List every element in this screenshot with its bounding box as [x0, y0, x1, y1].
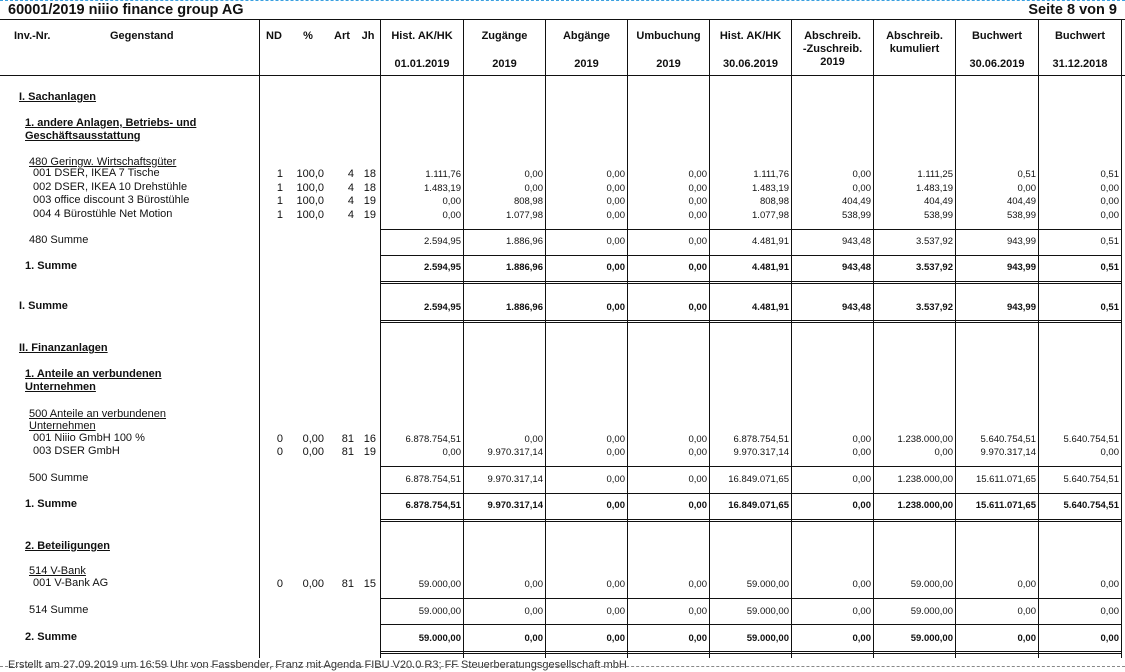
row-value: 6.878.754,51	[405, 474, 461, 485]
row-art: 4	[347, 209, 354, 221]
col-header-zugaenge-line2: 2019	[492, 58, 517, 70]
col-header-abschreib	[792, 30, 873, 69]
col-divider	[955, 19, 956, 658]
row-value: 4.481,91	[752, 236, 789, 247]
row-value: 0,00	[606, 183, 625, 194]
col-divider	[1038, 19, 1039, 658]
row-value: 0,00	[1100, 196, 1119, 207]
row-value: 1.077,98	[752, 210, 789, 221]
row-value: 2.594,95	[424, 302, 461, 313]
col-header-buchwert1-line2: 30.06.2019	[969, 58, 1025, 70]
row-label: 001 DSER, IKEA 7 Tische	[33, 167, 160, 179]
group-480: 480 Geringw. Wirtschaftsgüter	[29, 156, 177, 168]
row-value: 0,00	[688, 447, 707, 458]
row-value: 15.611.071,65	[975, 500, 1036, 511]
subsection-anteile: 1. Anteile an verbundenen	[25, 368, 162, 380]
col-divider	[873, 19, 874, 658]
row-value: 404,49	[1006, 196, 1036, 207]
sum-rule	[380, 229, 1121, 230]
col-header-umbuchung-line2: 2019	[656, 58, 681, 70]
row-value: 943,48	[841, 302, 871, 313]
row-art: 81	[341, 578, 354, 590]
row-value: 943,99	[1006, 236, 1036, 247]
row-value: 0,00	[852, 169, 871, 180]
col-header-kumuliert-line1: Abschreib.	[886, 30, 943, 42]
row-value: 59.000,00	[418, 579, 461, 590]
row-value: 538,99	[923, 210, 953, 221]
row-value: 6.878.754,51	[405, 434, 461, 445]
sum-rule	[380, 624, 1121, 625]
row-nd: 0	[276, 446, 283, 458]
row-value: 59.000,00	[746, 606, 789, 617]
row-value: 0,51	[1100, 169, 1119, 180]
row-value: 0,00	[606, 447, 625, 458]
row-value: 0,00	[688, 606, 707, 617]
row-value: 9.970.317,14	[487, 474, 543, 485]
row-value: 0,00	[1100, 579, 1119, 590]
row-value: 1.238.000,00	[897, 500, 953, 511]
row-value: 4.481,91	[752, 302, 789, 313]
row-pct: 100,0	[296, 182, 324, 194]
row-value: 0,00	[524, 434, 543, 445]
row-value: 0,00	[688, 474, 707, 485]
col-header-buchwert2	[1039, 30, 1121, 71]
row-value: 0,00	[1100, 633, 1119, 644]
row-value: 59.000,00	[418, 633, 461, 644]
row-value: 1.886,96	[506, 262, 543, 273]
sum-rule	[380, 653, 1121, 654]
row-label: 514 Summe	[29, 604, 89, 616]
row-art: 4	[347, 182, 354, 194]
row-value: 0,00	[1017, 606, 1036, 617]
row-value: 1.483,19	[424, 183, 461, 194]
row-value: 3.537,92	[916, 302, 953, 313]
col-divider	[791, 19, 792, 658]
sum-rule	[380, 466, 1121, 467]
row-jh: 18	[363, 182, 376, 194]
row-value: 943,99	[1006, 262, 1036, 273]
row-value: 538,99	[1006, 210, 1036, 221]
row-value: 1.886,96	[506, 302, 543, 313]
row-value: 943,48	[841, 262, 871, 273]
col-divider	[259, 19, 260, 658]
col-header-jh: Jh	[361, 30, 375, 42]
row-value: 9.970.317,14	[487, 500, 543, 511]
section-finanzanlagen: II. Finanzanlagen	[19, 342, 108, 354]
row-jh: 19	[363, 195, 376, 207]
row-value: 5.640.754,51	[1063, 474, 1119, 485]
row-art: 4	[347, 168, 354, 180]
row-jh: 15	[363, 578, 376, 590]
col-header-hist1-line1: Hist. AK/HK	[391, 30, 453, 42]
sum-rule	[380, 598, 1121, 599]
row-value: 5.640.754,51	[1063, 434, 1119, 445]
row-value: 5.640.754,51	[1063, 500, 1119, 511]
row-value: 15.611.071,65	[975, 474, 1036, 485]
col-header-abgaenge-line1: Abgänge	[562, 30, 611, 42]
col-header-hist1-line2: 01.01.2019	[394, 58, 450, 70]
row-nd: 0	[276, 578, 283, 590]
col-header-hist2-line1: Hist. AK/HK	[719, 30, 782, 42]
row-value: 9.970.317,14	[487, 447, 543, 458]
row-value: 0,00	[606, 169, 625, 180]
col-divider	[463, 19, 464, 658]
row-value: 0,00	[852, 183, 871, 194]
row-value: 0,00	[524, 579, 543, 590]
row-value: 1.483,19	[752, 183, 789, 194]
col-header-hist2	[710, 30, 791, 71]
row-value: 0,51	[1017, 169, 1036, 180]
page-indicator: Seite 8 von 9	[1028, 2, 1117, 18]
row-value: 59.000,00	[746, 633, 789, 644]
row-label: 001 V-Bank AG	[33, 577, 109, 589]
row-value: 0,00	[852, 447, 871, 458]
row-value: 3.537,92	[916, 236, 953, 247]
row-value: 0,00	[852, 579, 871, 590]
row-value: 0,00	[934, 447, 953, 458]
row-value: 2.594,95	[424, 262, 461, 273]
row-value: 0,00	[688, 196, 707, 207]
row-value: 0,00	[606, 500, 625, 511]
col-divider	[627, 19, 628, 658]
col-header-nd: ND	[266, 30, 282, 42]
row-jh: 19	[363, 209, 376, 221]
row-pct: 0,00	[302, 578, 324, 590]
row-value: 1.238.000,00	[897, 434, 953, 445]
row-pct: 100,0	[296, 195, 324, 207]
sum-rule	[380, 320, 1121, 321]
row-value: 59.000,00	[746, 579, 789, 590]
row-value: 0,00	[524, 606, 543, 617]
row-value: 0,00	[606, 579, 625, 590]
row-label: 480 Summe	[29, 234, 89, 246]
row-label: I. Summe	[19, 300, 68, 312]
row-value: 9.970.317,14	[733, 447, 789, 458]
row-pct: 100,0	[296, 168, 324, 180]
col-header-invnr: Inv.-Nr.	[14, 30, 51, 42]
sum-rule	[380, 519, 1121, 520]
row-label: 002 DSER, IKEA 10 Drehstühle	[33, 181, 188, 193]
row-value: 0,00	[852, 434, 871, 445]
row-value: 4.481,91	[752, 262, 789, 273]
row-value: 0,00	[688, 210, 707, 221]
row-value: 9.970.317,14	[980, 447, 1036, 458]
row-value: 0,00	[606, 434, 625, 445]
group-514: 514 V-Bank	[29, 565, 86, 577]
row-value: 0,00	[688, 236, 707, 247]
row-value: 0,00	[688, 262, 707, 273]
col-divider	[380, 19, 381, 658]
row-value: 59.000,00	[910, 579, 953, 590]
row-value: 808,98	[759, 196, 789, 207]
row-value: 404,49	[841, 196, 871, 207]
row-nd: 0	[276, 433, 283, 445]
row-art: 81	[341, 446, 354, 458]
row-label: 003 office discount 3 Bürostühle	[33, 194, 190, 206]
report-footer: Erstellt am 27.09.2019 um 16:59 Uhr von Fassbender, Franz mit Agenda FIBU V20.0 R3; FF Steuerberatungsgesellschaft mbH	[8, 659, 627, 671]
row-value: 0,00	[852, 474, 871, 485]
row-jh: 18	[363, 168, 376, 180]
row-value: 3.537,92	[916, 262, 953, 273]
row-value: 0,00	[606, 474, 625, 485]
row-value: 59.000,00	[910, 633, 953, 644]
row-value: 0,00	[852, 606, 871, 617]
row-value: 16.849.071,65	[728, 500, 789, 511]
row-value: 1.111,76	[753, 169, 789, 180]
row-value: 0,00	[606, 262, 625, 273]
col-header-abgaenge-line2: 2019	[574, 58, 599, 70]
col-header-zugaenge-line1: Zugänge	[481, 30, 528, 42]
row-value: 0,00	[688, 169, 707, 180]
row-label: 500 Summe	[29, 472, 89, 484]
row-value: 0,00	[606, 210, 625, 221]
row-value: 0,00	[1017, 183, 1036, 194]
section-sachanlagen: I. Sachanlagen	[19, 91, 97, 103]
row-value: 0,00	[606, 196, 625, 207]
row-value: 808,98	[513, 196, 543, 207]
subsection-andere-anlagen-cont: Geschäftsausstattung	[25, 130, 141, 142]
row-value: 0,00	[606, 606, 625, 617]
header-bottom-rule	[0, 75, 1125, 76]
row-value: 0,51	[1100, 262, 1119, 273]
row-value: 0,00	[688, 633, 707, 644]
row-value: 404,49	[923, 196, 953, 207]
header-top-rule	[0, 19, 1125, 20]
row-value: 0,00	[1100, 606, 1119, 617]
col-header-kumuliert	[874, 30, 955, 56]
col-header-art: Art	[334, 30, 350, 42]
row-value: 0,00	[524, 169, 543, 180]
subsection-anteile-cont: Unternehmen	[25, 381, 96, 393]
row-label: 1. Summe	[25, 260, 77, 272]
row-label: 003 DSER GmbH	[33, 445, 120, 457]
row-value: 0,00	[1017, 633, 1036, 644]
row-value: 6.878.754,51	[405, 500, 461, 511]
row-value: 1.886,96	[506, 236, 543, 247]
row-value: 0,00	[1100, 210, 1119, 221]
col-header-umbuchung	[628, 30, 709, 71]
row-pct: 0,00	[302, 433, 324, 445]
top-dashed-rule	[0, 0, 1125, 1]
row-art: 81	[341, 433, 354, 445]
row-value: 0,00	[442, 210, 461, 221]
row-value: 0,00	[442, 447, 461, 458]
row-art: 4	[347, 195, 354, 207]
col-header-abgaenge	[546, 30, 627, 71]
row-value: 0,00	[524, 183, 543, 194]
row-value: 6.878.754,51	[733, 434, 789, 445]
row-jh: 16	[363, 433, 376, 445]
row-label: 004 4 Bürostühle Net Motion	[33, 208, 173, 220]
col-divider	[1121, 19, 1122, 658]
row-value: 1.238.000,00	[897, 474, 953, 485]
col-header-buchwert2-line2: 31.12.2018	[1052, 58, 1108, 70]
col-header-abschreib-line2: -Zuschreib.	[802, 43, 863, 55]
row-label: 2. Summe	[25, 631, 77, 643]
row-value: 0,00	[606, 633, 625, 644]
col-divider	[545, 19, 546, 658]
sum-rule	[380, 651, 1121, 652]
row-value: 0,00	[606, 302, 625, 313]
col-header-kumuliert-line2: kumuliert	[889, 43, 940, 55]
row-value: 0,00	[1100, 447, 1119, 458]
row-value: 1.077,98	[506, 210, 543, 221]
row-value: 943,99	[1006, 302, 1036, 313]
bottom-dashed-rule	[0, 666, 1125, 667]
row-pct: 0,00	[302, 446, 324, 458]
col-divider	[709, 19, 710, 658]
row-value: 1.111,25	[917, 169, 953, 180]
row-value: 2.594,95	[424, 236, 461, 247]
row-jh: 19	[363, 446, 376, 458]
row-value: 0,00	[524, 633, 543, 644]
row-value: 0,00	[688, 302, 707, 313]
row-value: 943,48	[841, 236, 871, 247]
col-header-pct: %	[303, 30, 313, 42]
col-header-umbuchung-line1: Umbuchung	[636, 30, 701, 42]
sum-rule	[380, 322, 1121, 323]
row-value: 0,51	[1100, 236, 1119, 247]
col-header-buchwert2-line1: Buchwert	[1054, 30, 1106, 42]
row-label: 001 Niiio GmbH 100 %	[33, 432, 145, 444]
row-pct: 100,0	[296, 209, 324, 221]
col-header-hist1	[381, 30, 463, 71]
sum-rule	[380, 255, 1121, 256]
row-value: 0,00	[606, 236, 625, 247]
col-header-abschreib-line3: 2019	[820, 56, 845, 68]
sum-rule	[380, 493, 1121, 494]
row-value: 0,00	[688, 500, 707, 511]
subsection-andere-anlagen: 1. andere Anlagen, Betriebs- und	[25, 117, 197, 129]
row-value: 0,00	[1100, 183, 1119, 194]
report-title: 60001/2019 niiio finance group AG	[8, 2, 244, 18]
row-value: 16.849.071,65	[728, 474, 789, 485]
row-label: 1. Summe	[25, 498, 77, 510]
sum-rule	[380, 283, 1121, 284]
row-value: 0,00	[688, 579, 707, 590]
row-value: 1.483,19	[916, 183, 953, 194]
row-value: 0,00	[688, 434, 707, 445]
row-nd: 1	[276, 195, 283, 207]
row-nd: 1	[276, 209, 283, 221]
row-nd: 1	[276, 182, 283, 194]
row-nd: 1	[276, 168, 283, 180]
row-value: 0,51	[1100, 302, 1119, 313]
sum-rule	[380, 281, 1121, 282]
col-header-gegenstand: Gegenstand	[110, 30, 174, 42]
sum-rule	[380, 521, 1121, 522]
row-value: 1.111,76	[425, 169, 461, 180]
group-500: 500 Anteile an verbundenen	[29, 408, 167, 420]
col-header-zugaenge	[464, 30, 545, 71]
subsection-beteiligungen: 2. Beteiligungen	[25, 540, 110, 552]
row-value: 0,00	[852, 633, 871, 644]
row-value: 59.000,00	[910, 606, 953, 617]
row-value: 0,00	[442, 196, 461, 207]
row-value: 59.000,00	[418, 606, 461, 617]
row-value: 538,99	[841, 210, 871, 221]
col-header-hist2-line2: 30.06.2019	[722, 58, 779, 70]
col-header-buchwert1	[956, 30, 1038, 71]
row-value: 0,00	[852, 500, 871, 511]
col-header-abschreib-line1: Abschreib.	[804, 30, 861, 42]
row-value: 0,00	[1017, 579, 1036, 590]
row-value: 0,00	[688, 183, 707, 194]
group-500-cont: Unternehmen	[29, 420, 96, 432]
col-header-buchwert1-line1: Buchwert	[971, 30, 1023, 42]
row-value: 5.640.754,51	[980, 434, 1036, 445]
